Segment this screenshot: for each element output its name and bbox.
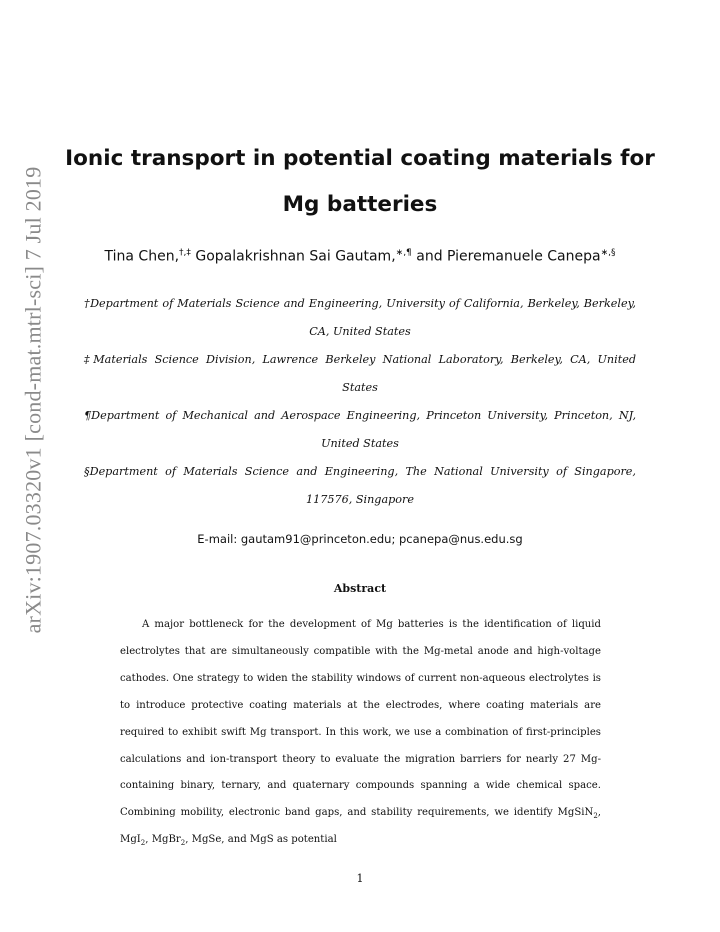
author-list [60, 248, 660, 265]
formula-subscript: 2 [140, 839, 146, 848]
author-affiliation-marks: †,‡ [179, 248, 191, 258]
abstract-body [120, 612, 601, 854]
abstract-text: A major bottleneck for the development of Mg batteries is the identification of liquid electrolytes that are simultaneously compatible with the Mg-metal anode and high-voltage cathodes. One strategy to widen the stability windows of current non-aqueous electrolytes is to introduce protective coating materials at the electrodes, where coating materials are required to exhibit swift Mg transport. In this work, we use a combination of first-principles calculations and ion-transport theory to evaluate the migration barriers for nearly 27 Mg-containing binary, ternary, and quaternary compounds spanning a wide chemical space. Combining mobility, electronic band gaps, and stability requirements, we identify [120, 619, 601, 819]
formula: MgI [120, 834, 141, 846]
contact-email: E-mail: gautam91@princeton.edu; pcanepa@nus.edu.sg [197, 532, 523, 546]
author-name: Tina Chen, [104, 248, 180, 265]
affiliations [84, 290, 636, 514]
formula: MgSiN [557, 807, 594, 819]
author-affiliation-marks: ∗,§ [600, 248, 616, 258]
author-name: and Pieremanuele Canepa [411, 248, 601, 265]
title-line-2: Mg batteries [282, 192, 438, 217]
abstract-text: , MgSe, and MgS as potential [185, 834, 337, 846]
title-line-1: Ionic transport in potential coating materials for [65, 146, 655, 171]
author-affiliation-marks: ∗,¶ [395, 248, 412, 258]
affiliation: ¶Department of Mechanical and Aerospace Engineering, Princeton University, Princeton, NJ, United States [84, 409, 636, 450]
author-name: Gopalakrishnan Sai Gautam, [190, 248, 396, 265]
arxiv-sidebar [18, 120, 48, 680]
arxiv-identifier: arXiv:1907.03320v1 [cond-mat.mtrl-sci] 7 Jul 2019 [20, 166, 45, 634]
page-number: 1 [356, 872, 364, 885]
affiliation: ‡Materials Science Division, Lawrence Berkeley National Laboratory, Berkeley, CA, United States [84, 353, 636, 394]
formula-subscript: 2 [180, 839, 186, 848]
formula-subscript: 2 [593, 812, 598, 821]
affiliation: †Department of Materials Science and Engineering, University of California, Berkeley, Berkeley, CA, United States [84, 297, 636, 338]
paper-title [60, 136, 660, 228]
abstract-heading: Abstract [333, 582, 387, 595]
formula: MgBr [151, 834, 181, 846]
abstract-text: , [597, 807, 601, 819]
affiliation: §Department of Materials Science and Engineering, The National University of Singapore, 117576, Singapore [84, 465, 636, 506]
abstract-text: , [145, 834, 152, 846]
